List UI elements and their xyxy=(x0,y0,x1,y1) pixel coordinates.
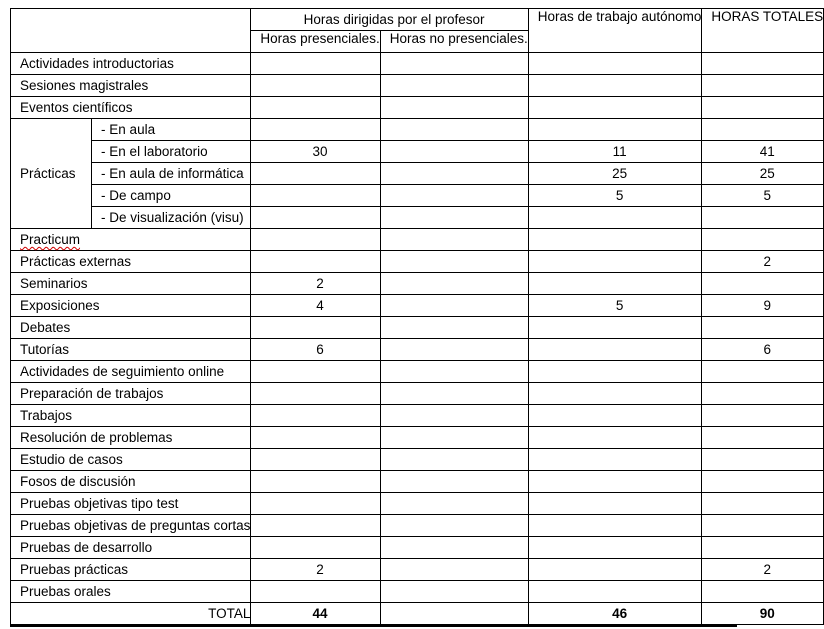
cell-no-presenciales xyxy=(380,339,528,361)
table-row xyxy=(11,53,824,75)
cell-presenciales xyxy=(251,229,380,251)
activity-label xyxy=(11,295,251,317)
cell-presenciales xyxy=(251,119,380,141)
table-row xyxy=(11,383,824,405)
cell-presenciales: 6 xyxy=(251,339,380,361)
activity-label-text: Resolución de problemas xyxy=(20,430,173,445)
cell-no-presenciales xyxy=(380,97,528,119)
cell-autonomo: 11 xyxy=(528,141,702,163)
cell-presenciales xyxy=(251,163,380,185)
cell-no-presenciales xyxy=(380,163,528,185)
cell-no-presenciales xyxy=(380,75,528,97)
cell-autonomo xyxy=(528,383,702,405)
activity-label xyxy=(11,405,251,427)
cell-total: 6 xyxy=(702,339,824,361)
cell-autonomo xyxy=(528,273,702,295)
bottom-rule xyxy=(10,625,737,627)
activity-label-text: Tutorías xyxy=(20,342,70,357)
activity-label xyxy=(11,581,251,603)
cell-no-presenciales xyxy=(380,53,528,75)
activity-label-text: Actividades de seguimiento online xyxy=(20,364,225,379)
table-row xyxy=(11,339,824,361)
total-total: 90 xyxy=(702,603,824,625)
cell-presenciales xyxy=(251,581,380,603)
cell-total: 41 xyxy=(702,141,824,163)
header-group-profesor: Horas dirigidas por el profesor xyxy=(251,9,528,31)
cell-no-presenciales xyxy=(380,581,528,603)
cell-total xyxy=(702,405,824,427)
cell-autonomo xyxy=(528,537,702,559)
cell-autonomo xyxy=(528,339,702,361)
activity-label xyxy=(11,515,251,537)
table-row xyxy=(11,273,824,295)
cell-total xyxy=(702,581,824,603)
header-totales: HORAS TOTALES xyxy=(702,9,824,53)
total-no-presenciales xyxy=(380,603,528,625)
cell-total xyxy=(702,207,824,229)
table-row xyxy=(11,97,824,119)
cell-presenciales xyxy=(251,383,380,405)
cell-presenciales: 2 xyxy=(251,273,380,295)
cell-autonomo xyxy=(528,405,702,427)
cell-autonomo xyxy=(528,97,702,119)
cell-autonomo xyxy=(528,559,702,581)
header-blank-cell xyxy=(11,9,251,53)
cell-total xyxy=(702,229,824,251)
table-row xyxy=(11,537,824,559)
cell-autonomo xyxy=(528,581,702,603)
cell-total xyxy=(702,97,824,119)
cell-no-presenciales xyxy=(380,251,528,273)
activity-label xyxy=(11,471,251,493)
cell-presenciales: 30 xyxy=(251,141,380,163)
practicas-sub-label: - En aula xyxy=(92,119,251,141)
total-autonomo: 46 xyxy=(528,603,702,625)
hours-table xyxy=(10,8,824,625)
cell-presenciales xyxy=(251,537,380,559)
cell-presenciales xyxy=(251,405,380,427)
activity-label xyxy=(11,251,251,273)
table-row xyxy=(11,427,824,449)
activity-label xyxy=(11,537,251,559)
header-row xyxy=(11,9,824,31)
table-row-practicas xyxy=(11,119,824,141)
cell-autonomo xyxy=(528,361,702,383)
activity-label xyxy=(11,97,251,119)
activity-label-text: Pruebas objetivas de preguntas cortas xyxy=(20,518,251,533)
cell-presenciales xyxy=(251,53,380,75)
table-row-practicas xyxy=(11,163,824,185)
table-row xyxy=(11,361,824,383)
table-row xyxy=(11,471,824,493)
cell-no-presenciales xyxy=(380,537,528,559)
cell-no-presenciales xyxy=(380,185,528,207)
cell-total xyxy=(702,273,824,295)
table-row xyxy=(11,405,824,427)
activity-label xyxy=(11,559,251,581)
cell-autonomo xyxy=(528,493,702,515)
cell-autonomo xyxy=(528,229,702,251)
activity-label-text: Exposiciones xyxy=(20,298,100,313)
cell-presenciales xyxy=(251,75,380,97)
activity-label xyxy=(11,229,251,251)
table-row xyxy=(11,493,824,515)
table-row xyxy=(11,251,824,273)
activity-label-text: Prácticas externas xyxy=(20,254,132,269)
table-row-practicas xyxy=(11,141,824,163)
header-no-presenciales: Horas no presenciales. xyxy=(380,31,528,53)
cell-total xyxy=(702,119,824,141)
cell-no-presenciales xyxy=(380,559,528,581)
practicas-sub-label: - En el laboratorio xyxy=(92,141,251,163)
practicas-label: Prácticas xyxy=(11,119,92,229)
table-row xyxy=(11,75,824,97)
activity-label xyxy=(11,493,251,515)
cell-no-presenciales xyxy=(380,383,528,405)
activity-label-text: Practicum xyxy=(20,232,81,247)
activity-label-text: Eventos científicos xyxy=(20,100,133,115)
cell-autonomo: 25 xyxy=(528,163,702,185)
table-row xyxy=(11,295,824,317)
cell-autonomo xyxy=(528,427,702,449)
cell-total: 25 xyxy=(702,163,824,185)
cell-total xyxy=(702,537,824,559)
table-row-practicas xyxy=(11,207,824,229)
cell-presenciales xyxy=(251,185,380,207)
cell-presenciales xyxy=(251,317,380,339)
cell-autonomo xyxy=(528,75,702,97)
header-presenciales: Horas presenciales. xyxy=(251,31,380,53)
activity-label-text: Pruebas prácticas xyxy=(20,562,129,577)
cell-no-presenciales xyxy=(380,119,528,141)
cell-presenciales xyxy=(251,449,380,471)
total-label: TOTAL xyxy=(11,603,251,625)
table-row xyxy=(11,581,824,603)
table-row xyxy=(11,229,824,251)
cell-presenciales xyxy=(251,251,380,273)
cell-total: 5 xyxy=(702,185,824,207)
cell-autonomo xyxy=(528,471,702,493)
cell-no-presenciales xyxy=(380,273,528,295)
table-row xyxy=(11,317,824,339)
cell-total xyxy=(702,317,824,339)
cell-presenciales xyxy=(251,207,380,229)
cell-autonomo xyxy=(528,53,702,75)
cell-no-presenciales xyxy=(380,427,528,449)
cell-no-presenciales xyxy=(380,515,528,537)
practicas-sub-label: - De campo xyxy=(92,185,251,207)
table-row xyxy=(11,559,824,581)
cell-no-presenciales xyxy=(380,405,528,427)
cell-total xyxy=(702,53,824,75)
cell-total xyxy=(702,361,824,383)
cell-presenciales: 2 xyxy=(251,559,380,581)
cell-total xyxy=(702,383,824,405)
cell-total xyxy=(702,515,824,537)
cell-no-presenciales xyxy=(380,449,528,471)
cell-presenciales xyxy=(251,97,380,119)
table-row-practicas xyxy=(11,185,824,207)
activity-label-text: Pruebas objetivas tipo test xyxy=(20,496,179,511)
activity-label xyxy=(11,427,251,449)
header-autonomo: Horas de trabajo autónomo xyxy=(528,9,702,53)
cell-autonomo xyxy=(528,515,702,537)
cell-total: 9 xyxy=(702,295,824,317)
total-row xyxy=(11,603,824,625)
cell-no-presenciales xyxy=(380,295,528,317)
cell-autonomo: 5 xyxy=(528,185,702,207)
activity-label xyxy=(11,75,251,97)
cell-total xyxy=(702,449,824,471)
cell-autonomo xyxy=(528,207,702,229)
activity-label-text: Trabajos xyxy=(20,408,73,423)
activity-label-text: Pruebas de desarrollo xyxy=(20,540,153,555)
activity-label xyxy=(11,449,251,471)
cell-no-presenciales xyxy=(380,317,528,339)
activity-label-text: Pruebas orales xyxy=(20,584,111,599)
cell-total xyxy=(702,493,824,515)
activity-label-text: Estudio de casos xyxy=(20,452,123,467)
activity-label-text: Seminarios xyxy=(20,276,88,291)
activity-label-text: Actividades introductorias xyxy=(20,56,174,71)
table-row xyxy=(11,515,824,537)
cell-no-presenciales xyxy=(380,207,528,229)
practicas-sub-label: - En aula de informática xyxy=(92,163,251,185)
cell-no-presenciales xyxy=(380,141,528,163)
cell-presenciales xyxy=(251,493,380,515)
cell-total: 2 xyxy=(702,559,824,581)
cell-presenciales xyxy=(251,471,380,493)
cell-presenciales xyxy=(251,515,380,537)
cell-no-presenciales xyxy=(380,471,528,493)
activity-label-text: Debates xyxy=(20,320,71,335)
cell-autonomo xyxy=(528,317,702,339)
cell-presenciales xyxy=(251,427,380,449)
activity-label xyxy=(11,53,251,75)
cell-autonomo xyxy=(528,119,702,141)
table-row xyxy=(11,449,824,471)
cell-no-presenciales xyxy=(380,493,528,515)
cell-total: 2 xyxy=(702,251,824,273)
activity-label xyxy=(11,273,251,295)
cell-autonomo xyxy=(528,251,702,273)
cell-presenciales: 4 xyxy=(251,295,380,317)
cell-autonomo: 5 xyxy=(528,295,702,317)
cell-presenciales xyxy=(251,361,380,383)
practicas-sub-label: - De visualización (visu) xyxy=(92,207,251,229)
activity-label xyxy=(11,383,251,405)
activity-label xyxy=(11,361,251,383)
cell-total xyxy=(702,427,824,449)
cell-no-presenciales xyxy=(380,361,528,383)
activity-label-text: Preparación de trabajos xyxy=(20,386,164,401)
activity-label-text: Sesiones magistrales xyxy=(20,78,149,93)
activity-label-text: Fosos de discusión xyxy=(20,474,136,489)
cell-autonomo xyxy=(528,449,702,471)
cell-total xyxy=(702,471,824,493)
total-presenciales: 44 xyxy=(251,603,380,625)
activity-label xyxy=(11,317,251,339)
cell-no-presenciales xyxy=(380,229,528,251)
cell-total xyxy=(702,75,824,97)
activity-label xyxy=(11,339,251,361)
